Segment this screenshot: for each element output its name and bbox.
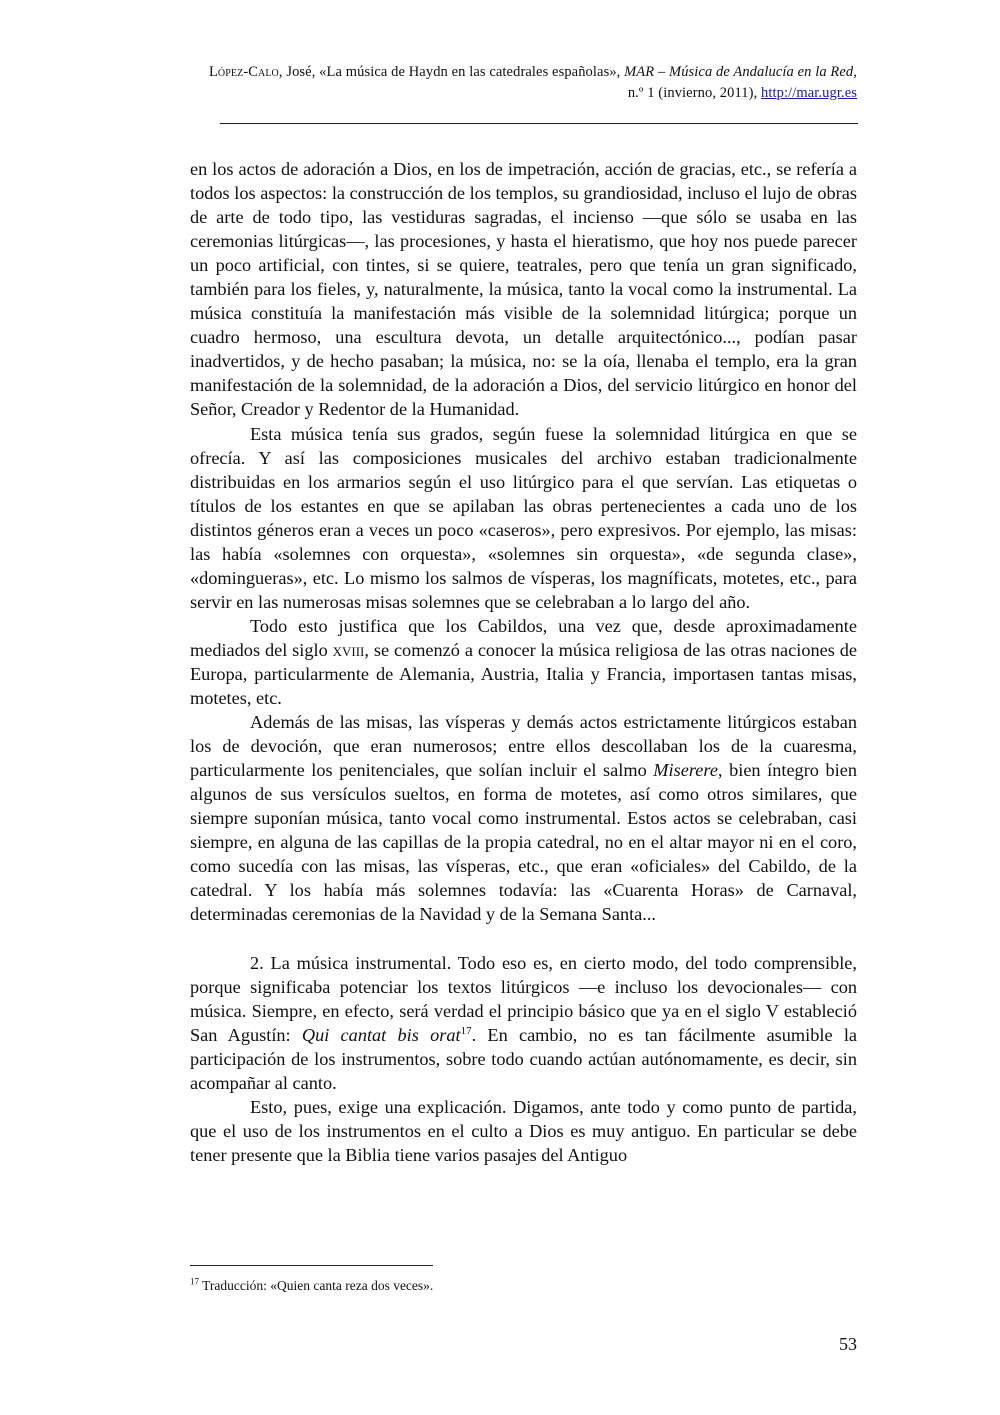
header-journal-title: MAR – Música de Andalucía en la Red <box>624 64 854 80</box>
century-numeral: xviii <box>332 639 365 660</box>
header-author-rest: , José, «La música de Haydn en las catedrales españolas», <box>278 64 625 80</box>
paragraph-3-text-b: , se comenzó a conocer la música religiosa de las otras naciones de Europa, particularmente de Alemania, Austria, Italia y Francia, importasen tantas misas, motetes, etc. <box>190 639 857 709</box>
footnote-number: 17 <box>190 1276 199 1287</box>
running-header <box>190 62 857 104</box>
header-url-link[interactable]: http://mar.ugr.es <box>761 85 857 101</box>
paragraph-5-text-a: 2. La música instrumental. Todo eso es, en cierto modo, del todo comprensible, porque significaba potenciar los textos litúrgicos —e incluso los devocionales— con música. Siempre, en efecto, será verdad el principio básico que ya en el siglo V estableció San Agustín: <box>190 952 857 1045</box>
paragraph-5 <box>190 951 857 1095</box>
header-issue: , n.º 1 (invierno, 2011), <box>627 64 857 101</box>
header-author-surname: López-Calo <box>208 64 279 80</box>
miserere-italic: Miserere, <box>653 760 723 781</box>
paragraph-4-text-b: bien íntegro bien algunos de sus versículos sueltos, en forma de motetes, así como otros similares, que siempre suponían música, tanto vocal como instrumental. Estos actos se celebraban, casi siempre, en alguna de las capillas de la propia catedral, no en el altar mayor ni en el coro, como sucedía con las misas, las vísperas, etc., que eran «oficiales» del Cabildo, de la catedral. Y los había más solemnes todavía: las «Cuarenta Horas» de Carnaval, determinadas ceremonias de la Navidad y de la Semana Santa... <box>190 760 857 925</box>
latin-quote-italic: Qui cantat bis orat <box>301 1024 461 1045</box>
footnote <box>190 1277 857 1295</box>
paragraph-3-text-a: Todo esto justifica que los Cabildos, una vez que, desde aproximadamente mediados del siglo <box>190 615 857 660</box>
main-text <box>190 157 857 1167</box>
paragraph-2: Esta música tenía sus grados, según fuese la solemnidad litúrgica en que se ofrecía. Y así las composiciones musicales del archivo estaban tradicionalmente distribuidas en los armarios según el uso litúrgico para el que servían. Las etiquetas o títulos de los estantes en que se apilaban las obras pertenecientes a cada uno de los distintos géneros eran a veces un poco «caseros», pero expresivos. Por ejemplo, las misas: las había «solemnes con orquesta», «solemnes sin orquesta», «de segunda clase», «domingueras», etc. Lo mismo los salmos de vísperas, los magníficats, motetes, etc., para servir en las numerosas misas solemnes que se celebraban a lo largo del año. <box>190 423 857 612</box>
paragraph-4 <box>190 710 857 926</box>
footnote-reference[interactable]: 17 <box>460 1024 472 1037</box>
footnote-rule <box>190 1265 433 1266</box>
page-number: 53 <box>839 1334 857 1354</box>
footnote-text: Traducción: «Quien canta reza dos veces». <box>199 1278 434 1293</box>
paragraph-3 <box>190 614 857 710</box>
header-rule <box>220 123 858 124</box>
paragraph-5-text-b: . En cambio, no es tan fácilmente asumible la participación de los instrumentos, sobre todo cuando actúan autónomamente, es decir, sin acompañar al canto. <box>190 1024 858 1093</box>
paragraph-4-text-a: Además de las misas, las vísperas y demás actos estrictamente litúrgicos estaban los de devoción, que eran numerosos; entre ellos descollaban los de la cuaresma, particularmente los penitenciales, que solían incluir el salmo <box>190 712 857 781</box>
paragraph-6: Esto, pues, exige una explicación. Digamos, ante todo y como punto de partida, que el uso de los instrumentos en el culto a Dios es muy antiguo. En particular se debe tener presente que la Biblia tiene varios pasajes del Antiguo <box>190 1096 857 1165</box>
paragraph-1: en los actos de adoración a Dios, en los de impetración, acción de gracias, etc., se refería a todos los aspectos: la construcción de los templos, su grandiosidad, incluso el lujo de obras de arte de todo tipo, las vestiduras sagradas, el incienso —que sólo se usaba en las ceremonias litúrgicas—, las procesiones, y hasta el hieratismo, que hoy nos puede parecer un poco artificial, con tintes, si se quiere, teatrales, pero que tenía un gran significado, también para los fieles, y, naturalmente, la música, tanto la vocal como la instrumental. La música constituía la manifestación más visible de la solemnidad litúrgica; porque un cuadro hermoso, una escultura devota, un detalle arquitectónico..., podían pasar inadvertidos, y de hecho pasaban; la música, no: se la oía, llenaba el templo, era la gran manifestación de la solemnidad, de la adoración a Dios, del servicio litúrgico en honor del Señor, Creador y Redentor de la Humanidad. <box>190 159 857 420</box>
